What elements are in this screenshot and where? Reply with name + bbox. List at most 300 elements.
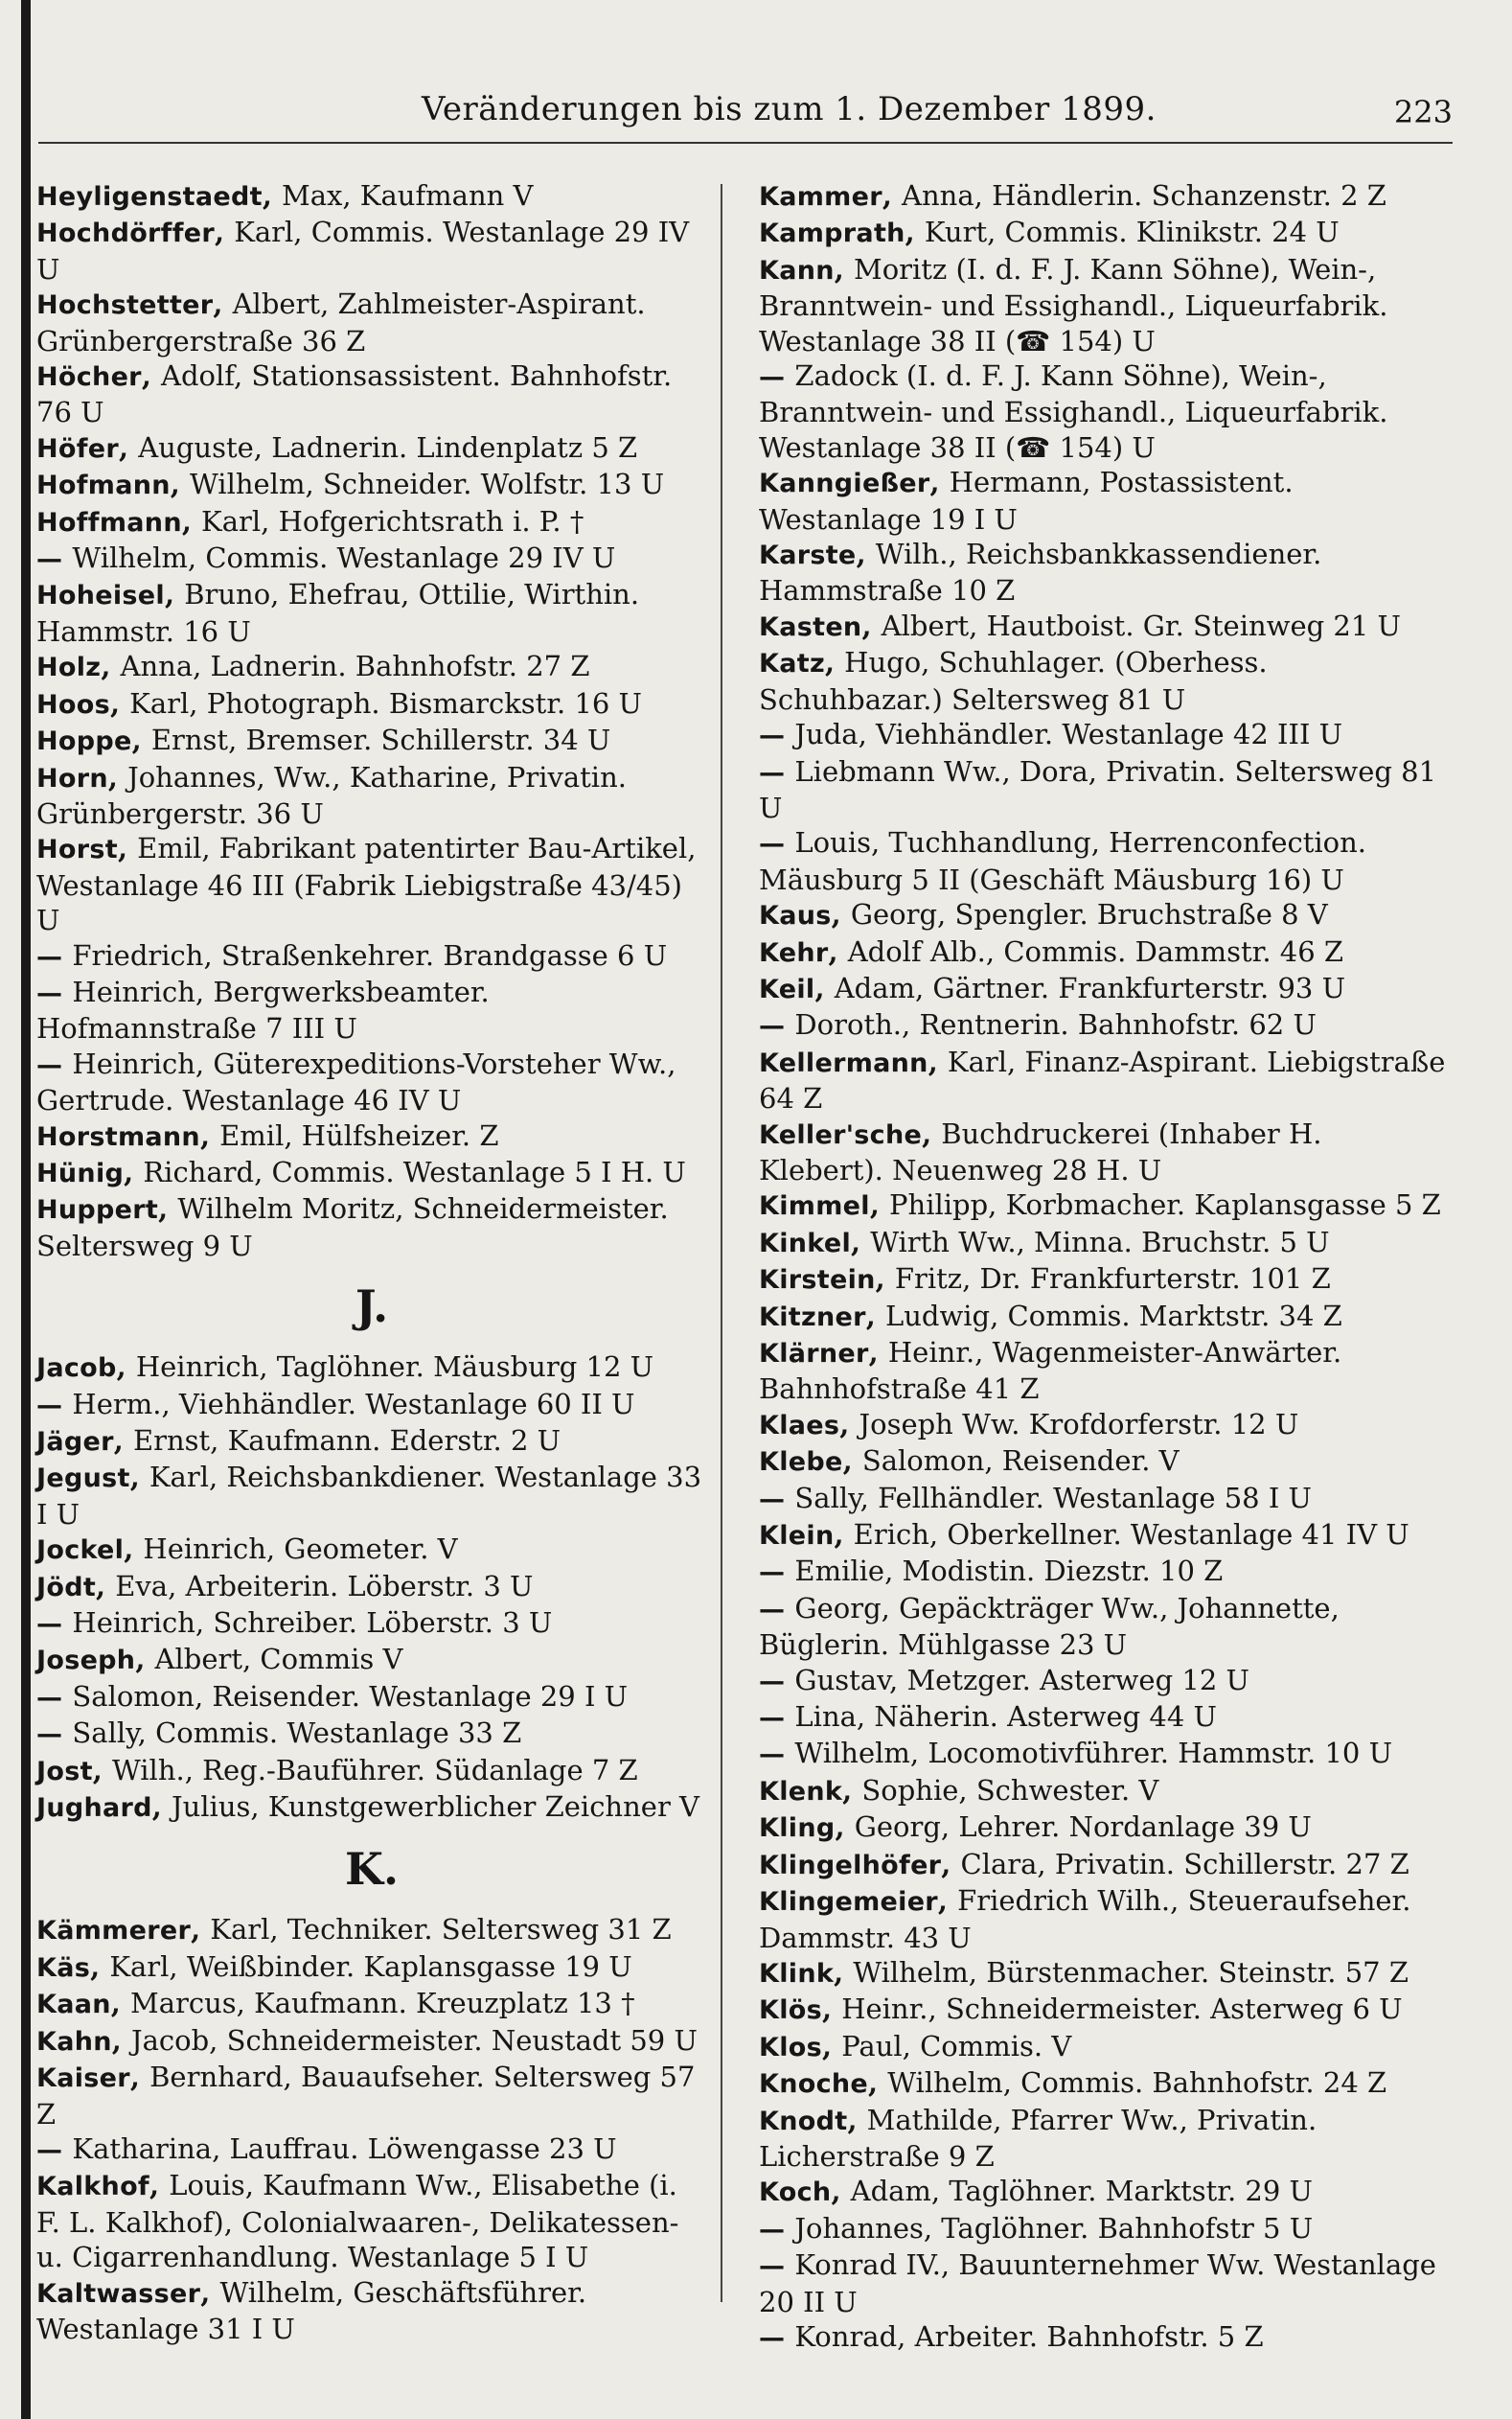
directory-entry	[759, 1591, 1451, 1663]
entry-separator	[785, 1008, 794, 1041]
entry-details: Heinrich, Geometer. V	[143, 1532, 458, 1566]
entry-details: Kurt, Commis. Klinikstr. 24 U	[924, 216, 1340, 249]
directory-entry	[759, 1407, 1451, 1443]
directory-entry	[759, 754, 1451, 826]
entry-separator: ,	[835, 1810, 855, 1844]
entry-name: Hoffmann	[36, 507, 182, 538]
directory-entry	[759, 1299, 1451, 1335]
entry-name: Kellermann	[759, 1048, 928, 1078]
entry-separator	[62, 1606, 72, 1639]
entry-details: Fritz, Dr. Frankfurterstr. 101 Z	[894, 1262, 1331, 1296]
entry-name: Klaes	[759, 1410, 840, 1440]
entry-name: Kaus	[759, 901, 832, 932]
entry-details: Karl, Finanz-Aspirant. Liebigstraße 64 Z	[759, 1045, 1446, 1116]
entry-separator: ,	[834, 252, 854, 286]
directory-entry	[36, 1387, 707, 1423]
directory-entry	[36, 831, 707, 937]
directory-entry	[759, 2211, 1451, 2247]
entry-name: Hofmann	[36, 471, 171, 501]
entry-separator: ,	[937, 1884, 958, 1918]
entry-details: Albert, Hautboist. Gr. Steinweg 21 U	[881, 609, 1401, 642]
entry-name: Horst	[36, 835, 118, 865]
entry-details: Juda, Viehhändler. Westanlage 42 III U	[794, 718, 1343, 751]
entry-separator: ,	[129, 2061, 150, 2094]
entry-name: Horn	[36, 763, 108, 794]
entry-separator: ,	[905, 216, 925, 249]
directory-entry	[36, 287, 707, 358]
entry-details: Adolf Alb., Commis. Dammstr. 46 Z	[847, 934, 1344, 968]
entry-name: Hünig	[36, 1158, 125, 1188]
directory-entry	[36, 215, 707, 287]
entry-separator	[785, 2248, 794, 2281]
directory-entry	[36, 467, 707, 503]
entry-separator	[785, 1592, 794, 1624]
entry-details: Heinr., Wagenmeister-Anwärter. Bahnhofstraße 41 Z	[759, 1336, 1342, 1406]
entry-separator: ,	[124, 1155, 144, 1188]
entry-name: —	[759, 1594, 786, 1624]
directory-entry	[759, 1117, 1451, 1188]
directory-entry	[759, 252, 1451, 358]
entry-name: Kamprath	[759, 219, 905, 249]
entry-name: Klös	[759, 1995, 822, 2026]
entry-name: Heyligenstaedt	[36, 182, 263, 212]
entry-name: Klingelhöfer	[759, 1850, 942, 1880]
entry-name: Käs	[36, 1952, 91, 1983]
entry-name: —	[36, 1609, 63, 1640]
entry-name: —	[759, 1557, 786, 1588]
directory-entry	[36, 1532, 707, 1568]
column-divider	[721, 184, 722, 2302]
entry-details: Heinrich, Bergwerksbeamter. Hofmannstraße 7 III U	[36, 975, 490, 1046]
entry-details: Julius, Kunstgewerblicher Zeichner V	[171, 1790, 699, 1824]
directory-entry	[759, 645, 1451, 717]
entry-details: Wilhelm, Geschäftsführer. Westanlage 31 I U	[36, 2275, 587, 2345]
entry-details: Emil, Hülfsheizer. Z	[219, 1118, 499, 1152]
entry-separator: ,	[941, 1847, 961, 1880]
directory-entry	[759, 1663, 1451, 1699]
entry-details: Emil, Fabrikant patentirter Bau-Artikel, Westanlage 46 III (Fabrik Liebigstraße 43/45) U	[36, 832, 697, 937]
entry-name: Jegust	[36, 1463, 130, 1494]
directory-entry	[36, 1191, 707, 1263]
directory-entry	[36, 1569, 707, 1605]
directory-entry	[759, 2319, 1451, 2356]
entry-separator: ,	[856, 538, 876, 571]
entry-name: Horstmann	[36, 1121, 200, 1152]
right-entries	[759, 178, 1451, 2356]
entry-separator: ,	[117, 832, 138, 865]
directory-entry	[36, 2131, 707, 2168]
entry-details: Johannes, Ww., Katharine, Privatin. Grünbergerstr. 36 U	[36, 760, 627, 830]
directory-entry	[36, 1423, 707, 1460]
entry-separator	[785, 826, 794, 859]
entry-name: Höcher	[36, 362, 142, 393]
entry-details: Hugo, Schuhlager. (Oberhess. Schuhbazar.) Seltersweg 81 U	[759, 646, 1268, 716]
entry-details: Lina, Näherin. Asterweg 44 U	[794, 1700, 1217, 1734]
directory-entry	[36, 1460, 707, 1532]
entry-details: Clara, Privatin. Schillerstr. 27 Z	[960, 1847, 1409, 1880]
entry-name: Jughard	[36, 1793, 152, 1824]
entry-name: Kalkhof	[36, 2172, 149, 2202]
entry-name: Jockel	[36, 1535, 125, 1566]
entry-name: Kirstein	[759, 1265, 876, 1296]
entry-details: Friedrich, Straßenkehrer. Brandgasse 6 U	[72, 938, 668, 972]
entry-name: —	[36, 544, 63, 575]
entry-details: Konrad IV., Bauunternehmer Ww. Westanlage 20 II U	[759, 2248, 1436, 2318]
entry-separator: ,	[107, 760, 128, 794]
entry-name: Kann	[759, 255, 835, 286]
entry-name: —	[759, 721, 786, 751]
entry-name: Joseph	[36, 1646, 136, 1676]
entry-name: Knodt	[759, 2106, 848, 2136]
entry-name: Klingemeier	[759, 1887, 938, 1918]
entry-name: Kammer	[759, 182, 882, 212]
entry-separator: ,	[834, 1518, 854, 1552]
entry-separator: ,	[882, 179, 903, 212]
directory-entry	[759, 2103, 1451, 2175]
entry-details: Louis, Kaufmann Ww., Elisabethe (i. F. L. Kalkhof), Colonialwaaren-, Delikatessen- u. Cigarrenhandlung. Westanlage 5 I U	[36, 2169, 679, 2274]
entry-separator: ,	[181, 504, 202, 538]
entry-details: Adolf, Stationsassistent. Bahnhofstr. 76 U	[36, 359, 673, 429]
directory-entry	[759, 358, 1451, 465]
entry-details: Auguste, Ladnerin. Lindenplatz 5 Z	[138, 430, 638, 464]
entry-name: —	[36, 2134, 63, 2165]
entry-name: Kasten	[759, 611, 862, 642]
entry-details: Konrad, Arbeiter. Bahnhofstr. 5 Z	[794, 2319, 1264, 2353]
directory-entry	[759, 1187, 1451, 1224]
directory-entry	[759, 609, 1451, 645]
entry-details: Wirth Ww., Minna. Bruchstr. 5 U	[870, 1225, 1330, 1258]
right-column	[759, 178, 1451, 2356]
entry-details: Ludwig, Commis. Marktstr. 34 Z	[884, 1299, 1342, 1332]
entry-separator	[785, 2212, 794, 2245]
entry-details: Liebmann Ww., Dora, Privatin. Seltersweg 81 U	[759, 754, 1437, 824]
entry-name: Kaltwasser	[36, 2278, 201, 2309]
entry-separator	[785, 755, 794, 788]
entry-name: Hoppe	[36, 726, 132, 757]
entry-details: Erich, Oberkellner. Westanlage 41 IV U	[853, 1518, 1409, 1552]
entry-name: Hochstetter	[36, 290, 214, 321]
directory-entry	[759, 178, 1451, 215]
entry-details: Jacob, Schneidermeister. Neustadt 59 U	[131, 2023, 698, 2057]
entry-details: Moritz (I. d. F. J. Kann Söhne), Wein-, Branntwein- und Essighandl., Liqueurfabrik. Westanlage 38 II (☎ 154) U	[759, 252, 1388, 357]
directory-entry	[36, 178, 707, 215]
entry-separator: ,	[109, 686, 130, 720]
entry-name: Kämmerer	[36, 1916, 192, 1947]
entry-details: Buchdruckerei (Inhaber H. Klebert). Neuenweg 28 H. U	[759, 1117, 1322, 1186]
entry-details: Georg, Gepäckträger Ww., Johannette, Büglerin. Mühlgasse 23 U	[759, 1591, 1340, 1662]
left-entries-j	[36, 1349, 707, 1826]
entry-details: Albert, Zahlmeister-Aspirant. Grünbergerstraße 36 Z	[36, 288, 646, 357]
binding-edge	[21, 0, 31, 2419]
entry-details: Mathilde, Pfarrer Ww., Privatin. Licherstraße 9 Z	[759, 2103, 1317, 2173]
entry-name: Klebe	[759, 1447, 843, 1478]
entry-name: Kinkel	[759, 1228, 851, 1258]
entry-details: Heinrich, Güterexpeditions-Vorsteher Ww., Gertrude. Westanlage 46 IV U	[36, 1047, 676, 1117]
entry-name: Kanngießer	[759, 469, 930, 499]
directory-entry	[759, 215, 1451, 251]
entry-details: Adam, Gärtner. Frankfurterstr. 93 U	[834, 971, 1346, 1004]
entry-details: Hermann, Postassistent. Westanlage 19 I U	[759, 466, 1294, 536]
entry-details: Wilhelm, Commis. Bahnhofstr. 24 Z	[887, 2066, 1387, 2100]
entry-separator: ,	[158, 1192, 178, 1226]
entry-details: Karl, Reichsbankdiener. Westanlage 33 I U	[36, 1461, 702, 1531]
entry-details: Friedrich Wilh., Steueraufseher. Dammstr. 43 U	[759, 1884, 1411, 1954]
entry-name: —	[36, 978, 63, 1008]
entry-name: —	[759, 2251, 786, 2282]
entry-details: Paul, Commis. V	[841, 2029, 1072, 2062]
entry-name: Koch	[759, 2177, 832, 2208]
entry-name: Kitzner	[759, 1302, 866, 1332]
entry-name: Huppert	[36, 1195, 159, 1226]
directory-entry	[36, 1679, 707, 1716]
directory-entry	[759, 1955, 1451, 1992]
entry-separator	[785, 359, 794, 392]
directory-entry	[36, 1349, 707, 1386]
entry-details: Adam, Taglöhner. Marktstr. 29 U	[850, 2175, 1313, 2208]
entry-name: —	[759, 829, 786, 860]
entry-details: Katharina, Lauffrau. Löwengasse 23 U	[72, 2131, 617, 2165]
entry-details: Gustav, Metzger. Asterweg 12 U	[794, 1663, 1249, 1696]
entry-separator	[785, 2320, 794, 2353]
entry-separator: ,	[851, 1225, 871, 1258]
directory-entry	[759, 1809, 1451, 1846]
entry-name: —	[36, 1390, 63, 1420]
entry-details: Georg, Lehrer. Nordanlage 39 U	[854, 1810, 1312, 1844]
entry-name: —	[759, 1666, 786, 1696]
directory-entry	[759, 1773, 1451, 1809]
entry-name: Klärner	[759, 1339, 869, 1369]
entry-name: Hoos	[36, 689, 110, 720]
entry-details: Karl, Techniker. Seltersweg 31 Z	[210, 1913, 672, 1947]
entry-separator	[785, 1700, 794, 1733]
directory-entry	[759, 934, 1451, 971]
entry-details: Wilh., Reg.-Bauführer. Südanlage 7 Z	[111, 1753, 638, 1786]
entry-name: Klein	[759, 1521, 835, 1552]
entry-name: Kimmel	[759, 1191, 870, 1222]
entry-details: Sally, Fellhändler. Westanlage 58 I U	[794, 1481, 1312, 1514]
directory-entry	[36, 1986, 707, 2022]
entry-separator: ,	[149, 2169, 170, 2202]
entry-separator: ,	[868, 2066, 888, 2100]
entry-name: Höfer	[36, 433, 120, 464]
entry-separator: ,	[215, 216, 235, 249]
entry-name: Kehr	[759, 937, 829, 968]
entry-name: Kaiser	[36, 2063, 130, 2094]
entry-name: —	[759, 2322, 786, 2353]
entry-separator: ,	[929, 466, 950, 499]
page-number: 223	[1393, 94, 1453, 130]
entry-separator: ,	[842, 1773, 862, 1807]
entry-details: Sally, Commis. Westanlage 33 Z	[72, 1716, 522, 1750]
entry-separator: ,	[869, 1188, 890, 1222]
entry-separator: ,	[164, 578, 185, 611]
entry-details: Ernst, Bremser. Schillerstr. 34 U	[150, 724, 611, 757]
directory-entry	[759, 1847, 1451, 1883]
entry-details: Heinr., Schneidermeister. Asterweg 6 U	[841, 1993, 1403, 2026]
entry-name: —	[759, 757, 786, 788]
left-entries-k	[36, 1912, 707, 2346]
entry-separator: ,	[200, 2275, 220, 2309]
entry-separator: ,	[831, 2175, 851, 2208]
directory-entry	[36, 2275, 707, 2347]
entry-details: Albert, Commis V	[154, 1643, 403, 1676]
entry-separator: ,	[834, 1955, 854, 1989]
entry-details: Wilhelm, Locomotivführer. Hammstr. 10 U	[794, 1737, 1393, 1770]
directory-entry	[36, 2023, 707, 2060]
entry-separator	[62, 939, 72, 972]
entry-separator	[62, 976, 72, 1008]
entry-details: Emilie, Modistin. Diezstr. 10 Z	[794, 1555, 1224, 1588]
left-column	[36, 178, 707, 2346]
directory-entry	[759, 1883, 1451, 1955]
entry-name: Jödt	[36, 1572, 97, 1602]
entry-separator: ,	[119, 430, 139, 464]
entry-separator: ,	[135, 1643, 155, 1676]
section-heading-j: J.	[355, 1280, 389, 1333]
entry-separator: ,	[868, 1336, 888, 1369]
entry-separator: ,	[151, 1790, 172, 1824]
entry-separator: ,	[170, 468, 190, 501]
directory-entry	[759, 1736, 1451, 1772]
entry-details: Herm., Viehhändler. Westanlage 60 II U	[72, 1387, 635, 1420]
directory-entry	[759, 1225, 1451, 1261]
entry-name: Keller'sche	[759, 1119, 923, 1150]
entry-name: Kahn	[36, 2026, 112, 2057]
left-entries	[36, 178, 707, 1263]
entry-separator	[62, 2132, 72, 2165]
entry-separator: ,	[831, 898, 851, 932]
directory-entry	[36, 1789, 707, 1826]
entry-separator: ,	[828, 934, 848, 968]
entry-details: Wilhelm, Commis. Westanlage 29 IV U	[72, 541, 616, 575]
directory-entry	[759, 1554, 1451, 1590]
entry-separator: ,	[865, 1299, 885, 1332]
entry-separator: ,	[129, 1461, 149, 1494]
directory-entry	[759, 897, 1451, 933]
header-title: Veränderungen bis zum 1. Dezember 1899.	[422, 90, 1157, 128]
entry-separator: ,	[842, 1444, 862, 1478]
entry-name: Knoche	[759, 2069, 869, 2100]
entry-separator: ,	[822, 1993, 842, 2026]
page-header	[38, 84, 1453, 144]
directory-entry	[36, 760, 707, 832]
directory-entry	[759, 1007, 1451, 1044]
directory-entry	[759, 2174, 1451, 2210]
entry-name: Keil	[759, 974, 815, 1004]
entry-separator: ,	[861, 609, 882, 642]
directory-entry	[759, 1443, 1451, 1480]
entry-separator: ,	[199, 1118, 220, 1152]
entry-details: Salomon, Reisender. Westanlage 29 I U	[72, 1679, 629, 1713]
entry-name: Holz	[36, 653, 102, 683]
entry-name: Jäger	[36, 1427, 114, 1457]
directory-entry	[759, 2065, 1451, 2102]
entry-separator	[785, 1482, 794, 1514]
entry-details: Sophie, Schwester. V	[861, 1773, 1159, 1807]
entry-separator	[785, 718, 794, 750]
entry-name: —	[759, 1484, 786, 1514]
entry-name: Karste	[759, 541, 857, 571]
directory-entry	[759, 825, 1451, 897]
entry-separator	[62, 541, 72, 574]
entry-separator: ,	[116, 1350, 136, 1384]
directory-entry	[36, 504, 707, 541]
entry-separator	[62, 1680, 72, 1713]
entry-separator: ,	[839, 1407, 859, 1440]
directory-entry	[36, 1118, 707, 1155]
entry-name: Hoheisel	[36, 581, 165, 611]
directory-entry	[759, 2247, 1451, 2319]
entry-details: Johannes, Taglöhner. Bahnhofstr 5 U	[794, 2211, 1314, 2245]
entry-details: Eva, Arbeiterin. Löberstr. 3 U	[115, 1569, 534, 1602]
entry-name: Katz	[759, 649, 825, 680]
entry-separator: ,	[847, 2103, 867, 2136]
directory-entry	[759, 1261, 1451, 1298]
entry-separator	[785, 1555, 794, 1587]
entry-separator: ,	[814, 971, 835, 1004]
entry-details: Wilhelm, Schneider. Wolfstr. 13 U	[190, 468, 665, 501]
entry-separator: ,	[262, 179, 283, 212]
entry-separator: ,	[131, 724, 151, 757]
entry-separator: ,	[875, 1262, 895, 1296]
directory-entry	[759, 465, 1451, 537]
entry-separator	[62, 1716, 72, 1749]
directory-entry	[36, 541, 707, 577]
directory-entry	[759, 717, 1451, 753]
entry-details: Richard, Commis. Westanlage 5 I H. U	[143, 1155, 686, 1188]
directory-entry	[36, 1716, 707, 1752]
entry-details: Wilh., Reichsbankkassendiener. Hammstraße 10 Z	[759, 538, 1322, 608]
directory-entry	[36, 975, 707, 1047]
entry-details: Bernhard, Bauaufseher. Seltersweg 57 Z	[36, 2061, 696, 2131]
entry-name: —	[759, 1739, 786, 1770]
directory-entry	[36, 1642, 707, 1678]
entry-details: Anna, Händlerin. Schanzenstr. 2 Z	[902, 179, 1386, 212]
entry-name: Hochdörffer	[36, 219, 215, 249]
entry-name: Klos	[759, 2032, 822, 2062]
entry-separator: ,	[113, 1424, 133, 1457]
entry-separator: ,	[110, 1987, 130, 2020]
directory-entry	[759, 1481, 1451, 1517]
entry-details: Ernst, Kaufmann. Ederstr. 2 U	[132, 1424, 561, 1457]
directory-entry	[36, 430, 707, 467]
directory-entry	[759, 1517, 1451, 1554]
entry-name: —	[759, 362, 786, 393]
entry-details: Wilhelm, Bürstenmacher. Steinstr. 57 Z	[853, 1955, 1409, 1989]
entry-details: Doroth., Rentnerin. Bahnhofstr. 62 U	[794, 1008, 1317, 1042]
directory-entry	[759, 1335, 1451, 1407]
entry-separator: ,	[922, 1117, 942, 1150]
entry-name: Kaan	[36, 1990, 111, 2020]
directory-entry	[759, 1992, 1451, 2028]
entry-details: Karl, Commis. Westanlage 29 IV U	[36, 216, 690, 286]
entry-details: Karl, Photograph. Bismarckstr. 16 U	[129, 686, 643, 720]
entry-name: —	[36, 1719, 63, 1750]
entry-name: —	[36, 1049, 63, 1080]
directory-entry	[36, 2168, 707, 2274]
directory-entry	[36, 1949, 707, 1986]
directory-entry	[36, 1605, 707, 1642]
entry-details: Heinrich, Schreiber. Löberstr. 3 U	[72, 1606, 553, 1640]
directory-entry	[36, 577, 707, 649]
entry-separator: ,	[213, 288, 233, 321]
entry-separator: ,	[111, 2023, 131, 2057]
entry-details: Salomon, Reisender. V	[861, 1444, 1180, 1478]
directory-entry	[36, 1155, 707, 1191]
entry-details: Philipp, Korbmacher. Kaplansgasse 5 Z	[889, 1188, 1441, 1222]
directory-entry	[36, 649, 707, 685]
entry-details: Joseph Ww. Krofdorferstr. 12 U	[859, 1407, 1299, 1440]
